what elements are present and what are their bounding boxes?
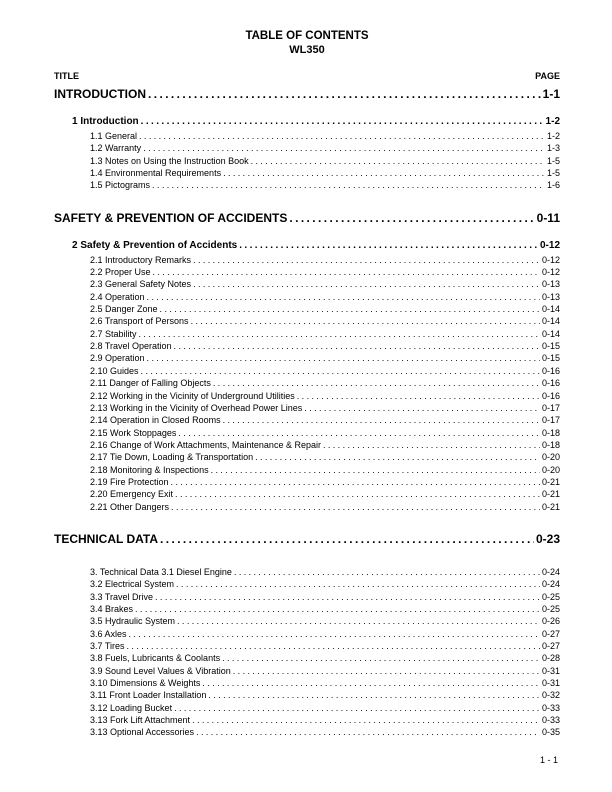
- dot-leader: [135, 603, 540, 615]
- toc-entry: [54, 340, 560, 352]
- toc-section-heading-page: 0-11: [536, 210, 560, 225]
- toc-entry-page: 0-17: [541, 415, 560, 426]
- toc-entry-label: 3. Technical Data 3.1 Diesel Engine: [90, 566, 232, 577]
- toc-entry: [54, 488, 560, 500]
- toc-entry-label: 3.2 Electrical System: [90, 579, 175, 590]
- toc-entry: [54, 179, 560, 191]
- dot-leader: [129, 628, 540, 640]
- toc-entry-page: 0-26: [541, 616, 560, 627]
- dot-leader: [147, 352, 540, 364]
- toc-entry-label: 1.2 Warranty: [90, 143, 142, 154]
- toc-entry-page: 0-32: [541, 690, 560, 701]
- dot-leader: [153, 266, 540, 278]
- dot-leader: [174, 702, 540, 714]
- toc-entry-page: 0-28: [541, 653, 560, 664]
- toc-entry-page: 0-25: [541, 591, 560, 602]
- dot-leader: [141, 116, 544, 128]
- toc-entry-page: 0-18: [541, 439, 560, 450]
- column-header: [54, 71, 560, 82]
- dot-leader: [255, 451, 540, 463]
- dot-leader: [202, 677, 540, 689]
- toc-entry-page: 0-16: [541, 390, 560, 401]
- toc-entry-label: 2.1 Introductory Remarks: [90, 254, 192, 265]
- column-header-page: PAGE: [535, 71, 560, 81]
- toc-entry-page: 1-2: [546, 131, 560, 141]
- dot-leader: [208, 689, 540, 701]
- toc-entry-page: 0-24: [541, 579, 560, 590]
- toc-entry-label: 3.10 Dimensions & Weights: [90, 678, 201, 689]
- toc-entry-label: 1.1 General: [90, 131, 138, 141]
- toc-subheading-page: 1-2: [545, 116, 560, 127]
- toc-entry: [54, 501, 560, 513]
- dot-leader: [139, 328, 540, 340]
- toc-entry-label: 1.5 Pictograms: [90, 180, 151, 191]
- dot-leader: [213, 377, 540, 389]
- toc-entry: [54, 726, 560, 738]
- dot-leader: [178, 427, 540, 439]
- toc-entry-label: 2.7 Stability: [90, 328, 137, 339]
- toc-entry: [54, 689, 560, 701]
- toc-entry: [54, 402, 560, 414]
- dot-leader: [175, 488, 540, 500]
- toc-body: [54, 87, 560, 739]
- dot-leader: [193, 254, 540, 266]
- toc-entry-label: 3.4 Brakes: [90, 603, 134, 614]
- toc-section-heading-page: 1-1: [542, 87, 560, 101]
- toc-section-items: [54, 116, 560, 192]
- toc-entry-page: 0-31: [541, 678, 560, 689]
- toc-entry: [54, 665, 560, 677]
- toc-section-heading-page: 0-23: [535, 531, 560, 546]
- toc-entry: [54, 328, 560, 340]
- toc-entry-page: 0-20: [541, 464, 560, 475]
- toc-section-heading-label: SAFETY & PREVENTION OF ACCIDENTS: [54, 210, 288, 225]
- toc-entry-page: 1-6: [546, 180, 560, 191]
- toc-entry-label: 2.13 Working in the Vicinity of Overhead Power Lines: [90, 402, 303, 413]
- toc-entry: [54, 254, 560, 266]
- toc-entry: [54, 377, 560, 389]
- toc-entry-label: 2.21 Other Dangers: [90, 501, 170, 512]
- toc-subheading: [54, 116, 560, 128]
- dot-leader: [177, 615, 540, 627]
- toc-entry-page: 0-12: [541, 254, 560, 265]
- dot-leader: [192, 714, 540, 726]
- toc-entry: [54, 390, 560, 402]
- dot-leader: [171, 476, 540, 488]
- toc-entry-page: 0-13: [541, 279, 560, 290]
- toc-entry-page: 0-16: [541, 378, 560, 389]
- toc-entry: [54, 464, 560, 476]
- toc-entry-label: 3.13 Optional Accessories: [90, 727, 195, 738]
- toc-entry-label: 3.5 Hydraulic System: [90, 616, 176, 627]
- toc-entry-label: 1.3 Notes on Using the Instruction Book: [90, 155, 249, 166]
- dot-leader: [160, 303, 540, 315]
- toc-entry: [54, 628, 560, 640]
- toc-entry-label: 1.4 Environmental Requirements: [90, 168, 222, 179]
- toc-entry-label: 2.8 Travel Operation: [90, 341, 172, 352]
- dot-leader: [233, 665, 540, 677]
- dot-leader: [211, 464, 540, 476]
- toc-entry-page: 1-3: [546, 143, 560, 154]
- toc-entry: [54, 451, 560, 463]
- toc-entry-page: 0-35: [541, 727, 560, 738]
- toc-entry-page: 1-5: [546, 168, 560, 179]
- toc-entry: [54, 278, 560, 290]
- toc-entry-page: 0-18: [541, 427, 560, 438]
- toc-subheading: [54, 240, 560, 252]
- toc-entry: [54, 303, 560, 315]
- toc-entry: [54, 414, 560, 426]
- toc-entry-label: 2.16 Change of Work Attachments, Maintenance & Repair: [90, 439, 321, 450]
- toc-section-items: [54, 566, 560, 739]
- dot-leader: [239, 240, 538, 252]
- toc-entry-page: 0-27: [541, 628, 560, 639]
- toc-entry-label: 2.19 Fire Protection: [90, 476, 169, 487]
- dot-leader: [193, 278, 540, 290]
- toc-entry-label: 3.6 Axles: [90, 628, 127, 639]
- document-subtitle: WL350: [289, 44, 325, 56]
- toc-entry-page: 0-25: [541, 603, 560, 614]
- dot-leader: [143, 142, 545, 154]
- toc-entry-page: 0-15: [541, 341, 560, 352]
- dot-leader: [141, 365, 540, 377]
- toc-entry-page: 0-16: [541, 365, 560, 376]
- toc-entry-label: 2.11 Danger of Falling Objects: [90, 378, 211, 389]
- toc-entry: [54, 291, 560, 303]
- toc-entry-page: 1-5: [546, 155, 560, 166]
- toc-section: [54, 211, 560, 513]
- toc-entry: [54, 130, 560, 142]
- dot-leader: [139, 130, 545, 142]
- toc-entry-label: 3.9 Sound Level Values & Vibration: [90, 665, 231, 676]
- toc-entry: [54, 615, 560, 627]
- toc-entry: [54, 677, 560, 689]
- toc-entry-label: 2.10 Guides: [90, 365, 139, 376]
- toc-entry: [54, 714, 560, 726]
- toc-subheading-label: 2 Safety & Prevention of Accidents: [72, 239, 238, 251]
- dot-leader: [297, 390, 540, 402]
- toc-entry-label: 2.15 Work Stoppages: [90, 427, 177, 438]
- toc-entry: [54, 266, 560, 278]
- toc-entry: [54, 439, 560, 451]
- toc-entry-page: 0-24: [541, 566, 560, 577]
- toc-section-heading-label: INTRODUCTION: [54, 87, 146, 101]
- toc-entry-label: 2.17 Tie Down, Loading & Transportation: [90, 452, 254, 463]
- toc-section-heading: [54, 87, 560, 101]
- dot-leader: [196, 726, 540, 738]
- toc-entry-page: 0-21: [541, 476, 560, 487]
- toc-subheading-label: 1 Introduction: [72, 116, 139, 127]
- dot-leader: [223, 167, 545, 179]
- toc-entry: [54, 365, 560, 377]
- column-header-title: TITLE: [54, 71, 79, 81]
- toc-entry-label: 2.18 Monitoring & Inspections: [90, 464, 209, 475]
- toc-entry-page: 0-27: [541, 641, 560, 651]
- dot-leader: [176, 578, 540, 590]
- toc-entry: [54, 566, 560, 578]
- toc-entry-page: 0-12: [541, 267, 560, 278]
- toc-entry-label: 2.9 Operation: [90, 353, 145, 364]
- toc-entry: [54, 155, 560, 167]
- toc-entry: [54, 352, 560, 364]
- toc-entry-label: 3.13 Fork Lift Attachment: [90, 715, 191, 726]
- toc-entry-page: 0-17: [541, 402, 560, 413]
- dot-leader: [127, 640, 540, 652]
- toc-entry-label: 3.11 Front Loader Installation: [90, 690, 207, 701]
- dot-leader: [222, 652, 540, 664]
- toc-entry-label: 2.20 Emergency Exit: [90, 489, 174, 500]
- toc-entry: [54, 702, 560, 714]
- toc-entry-page: 0-20: [541, 452, 560, 463]
- toc-entry: [54, 578, 560, 590]
- toc-entry-label: 3.12 Loading Bucket: [90, 702, 173, 713]
- document-title: TABLE OF CONTENTS: [245, 30, 369, 42]
- toc-entry-label: 3.8 Fuels, Lubricants & Coolants: [90, 653, 221, 664]
- toc-entry-label: 2.5 Danger Zone: [90, 304, 158, 315]
- toc-section-heading: [54, 532, 560, 546]
- toc-section: [54, 532, 560, 739]
- toc-entry-label: 2.3 General Safety Notes: [90, 279, 192, 290]
- toc-entry-page: 0-14: [541, 316, 560, 327]
- dot-leader: [234, 566, 540, 578]
- dot-leader: [160, 532, 534, 546]
- dot-leader: [155, 591, 540, 603]
- dot-leader: [289, 211, 534, 225]
- toc-entry-page: 0-33: [541, 715, 560, 726]
- toc-entry: [54, 315, 560, 327]
- toc-section-heading: [54, 211, 560, 225]
- toc-entry: [54, 603, 560, 615]
- toc-entry: [54, 640, 560, 652]
- toc-entry-label: 3.3 Travel Drive: [90, 591, 154, 602]
- toc-entry: [54, 591, 560, 603]
- toc-entry-page: 0-15: [541, 353, 560, 364]
- dot-leader: [148, 87, 541, 101]
- toc-entry-page: 0-21: [541, 501, 560, 512]
- toc-section-heading-label: TECHNICAL DATA: [54, 531, 158, 546]
- dot-leader: [152, 179, 545, 191]
- toc-entry-page: 0-33: [541, 702, 560, 713]
- dot-leader: [171, 501, 540, 513]
- toc-entry: [54, 427, 560, 439]
- dot-leader: [147, 291, 540, 303]
- toc-entry-page: 0-14: [541, 328, 560, 339]
- toc-entry: [54, 652, 560, 664]
- toc-entry-page: 0-14: [541, 304, 560, 315]
- dot-leader: [223, 414, 540, 426]
- toc-entry: [54, 142, 560, 154]
- toc-subheading-page: 0-12: [539, 239, 560, 251]
- toc-section: [54, 87, 560, 192]
- dot-leader: [174, 340, 540, 352]
- dot-leader: [251, 155, 545, 167]
- toc-entry-label: 3.7 Tires: [90, 641, 125, 651]
- toc-entry-page: 0-13: [541, 291, 560, 302]
- toc-entry-page: 0-31: [541, 665, 560, 676]
- toc-section-items: [54, 240, 560, 513]
- dot-leader: [191, 315, 540, 327]
- dot-leader: [323, 439, 540, 451]
- toc-entry-label: 2.12 Working in the Vicinity of Underground Utilities: [90, 390, 295, 401]
- toc-entry-label: 2.4 Operation: [90, 291, 145, 302]
- dot-leader: [304, 402, 540, 414]
- footer-page-number: 1 - 1: [539, 755, 558, 765]
- toc-entry-label: 2.14 Operation in Closed Rooms: [90, 415, 221, 426]
- toc-entry-page: 0-21: [541, 489, 560, 500]
- toc-entry-label: 2.2 Proper Use: [90, 267, 151, 278]
- toc-entry: [54, 476, 560, 488]
- toc-entry: [54, 167, 560, 179]
- toc-entry-label: 2.6 Transport of Persons: [90, 316, 189, 327]
